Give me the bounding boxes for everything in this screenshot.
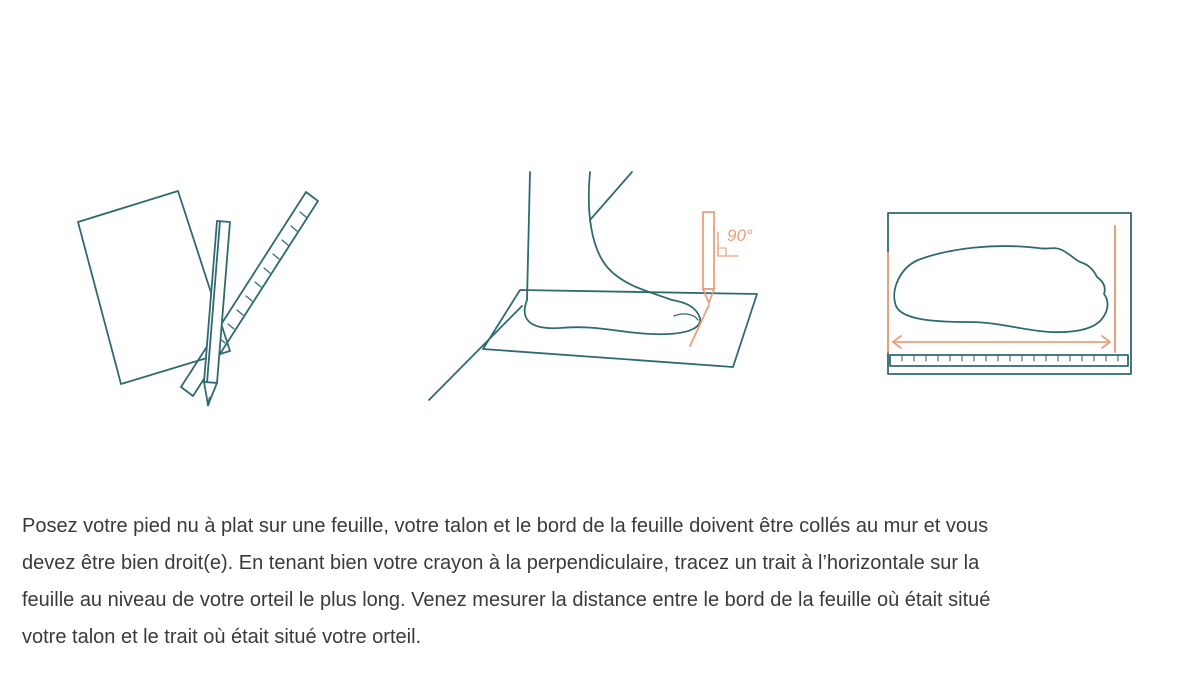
instructions-line-3: feuille au niveau de votre orteil le plus long. Venez mesurer la distance entre le bord de la feuille où était situé: [22, 589, 991, 611]
length-arrow: [893, 336, 1110, 348]
instructions-paragraph: [22, 508, 1172, 656]
floor-sheet: [483, 290, 757, 367]
instructions-line-1: Posez votre pied nu à plat sur une feuille, votre talon et le bord de la feuille doivent être collés au mur et vous: [22, 515, 989, 537]
foot: [525, 300, 701, 334]
step-3-measuring: [888, 213, 1131, 374]
foot-outline: [894, 246, 1107, 332]
measuring-ruler: [890, 355, 1128, 366]
angle-label: 90°: [727, 226, 753, 245]
ruler-tool: [181, 192, 318, 396]
measurement-sheet: [888, 213, 1131, 374]
instructions-line-2: devez être bien droit(e). En tenant bien votre crayon à la perpendiculaire, tracez un trait à l’horizontale sur la: [22, 552, 980, 574]
pencil-tool: [204, 221, 230, 405]
wall-floor-line: [429, 306, 522, 400]
leg: [527, 172, 530, 300]
step-2-tracing: [429, 172, 757, 400]
instructions-line-4: votre talon et le trait où était situé votre orteil.: [22, 626, 422, 648]
step-1-materials: [78, 191, 318, 405]
